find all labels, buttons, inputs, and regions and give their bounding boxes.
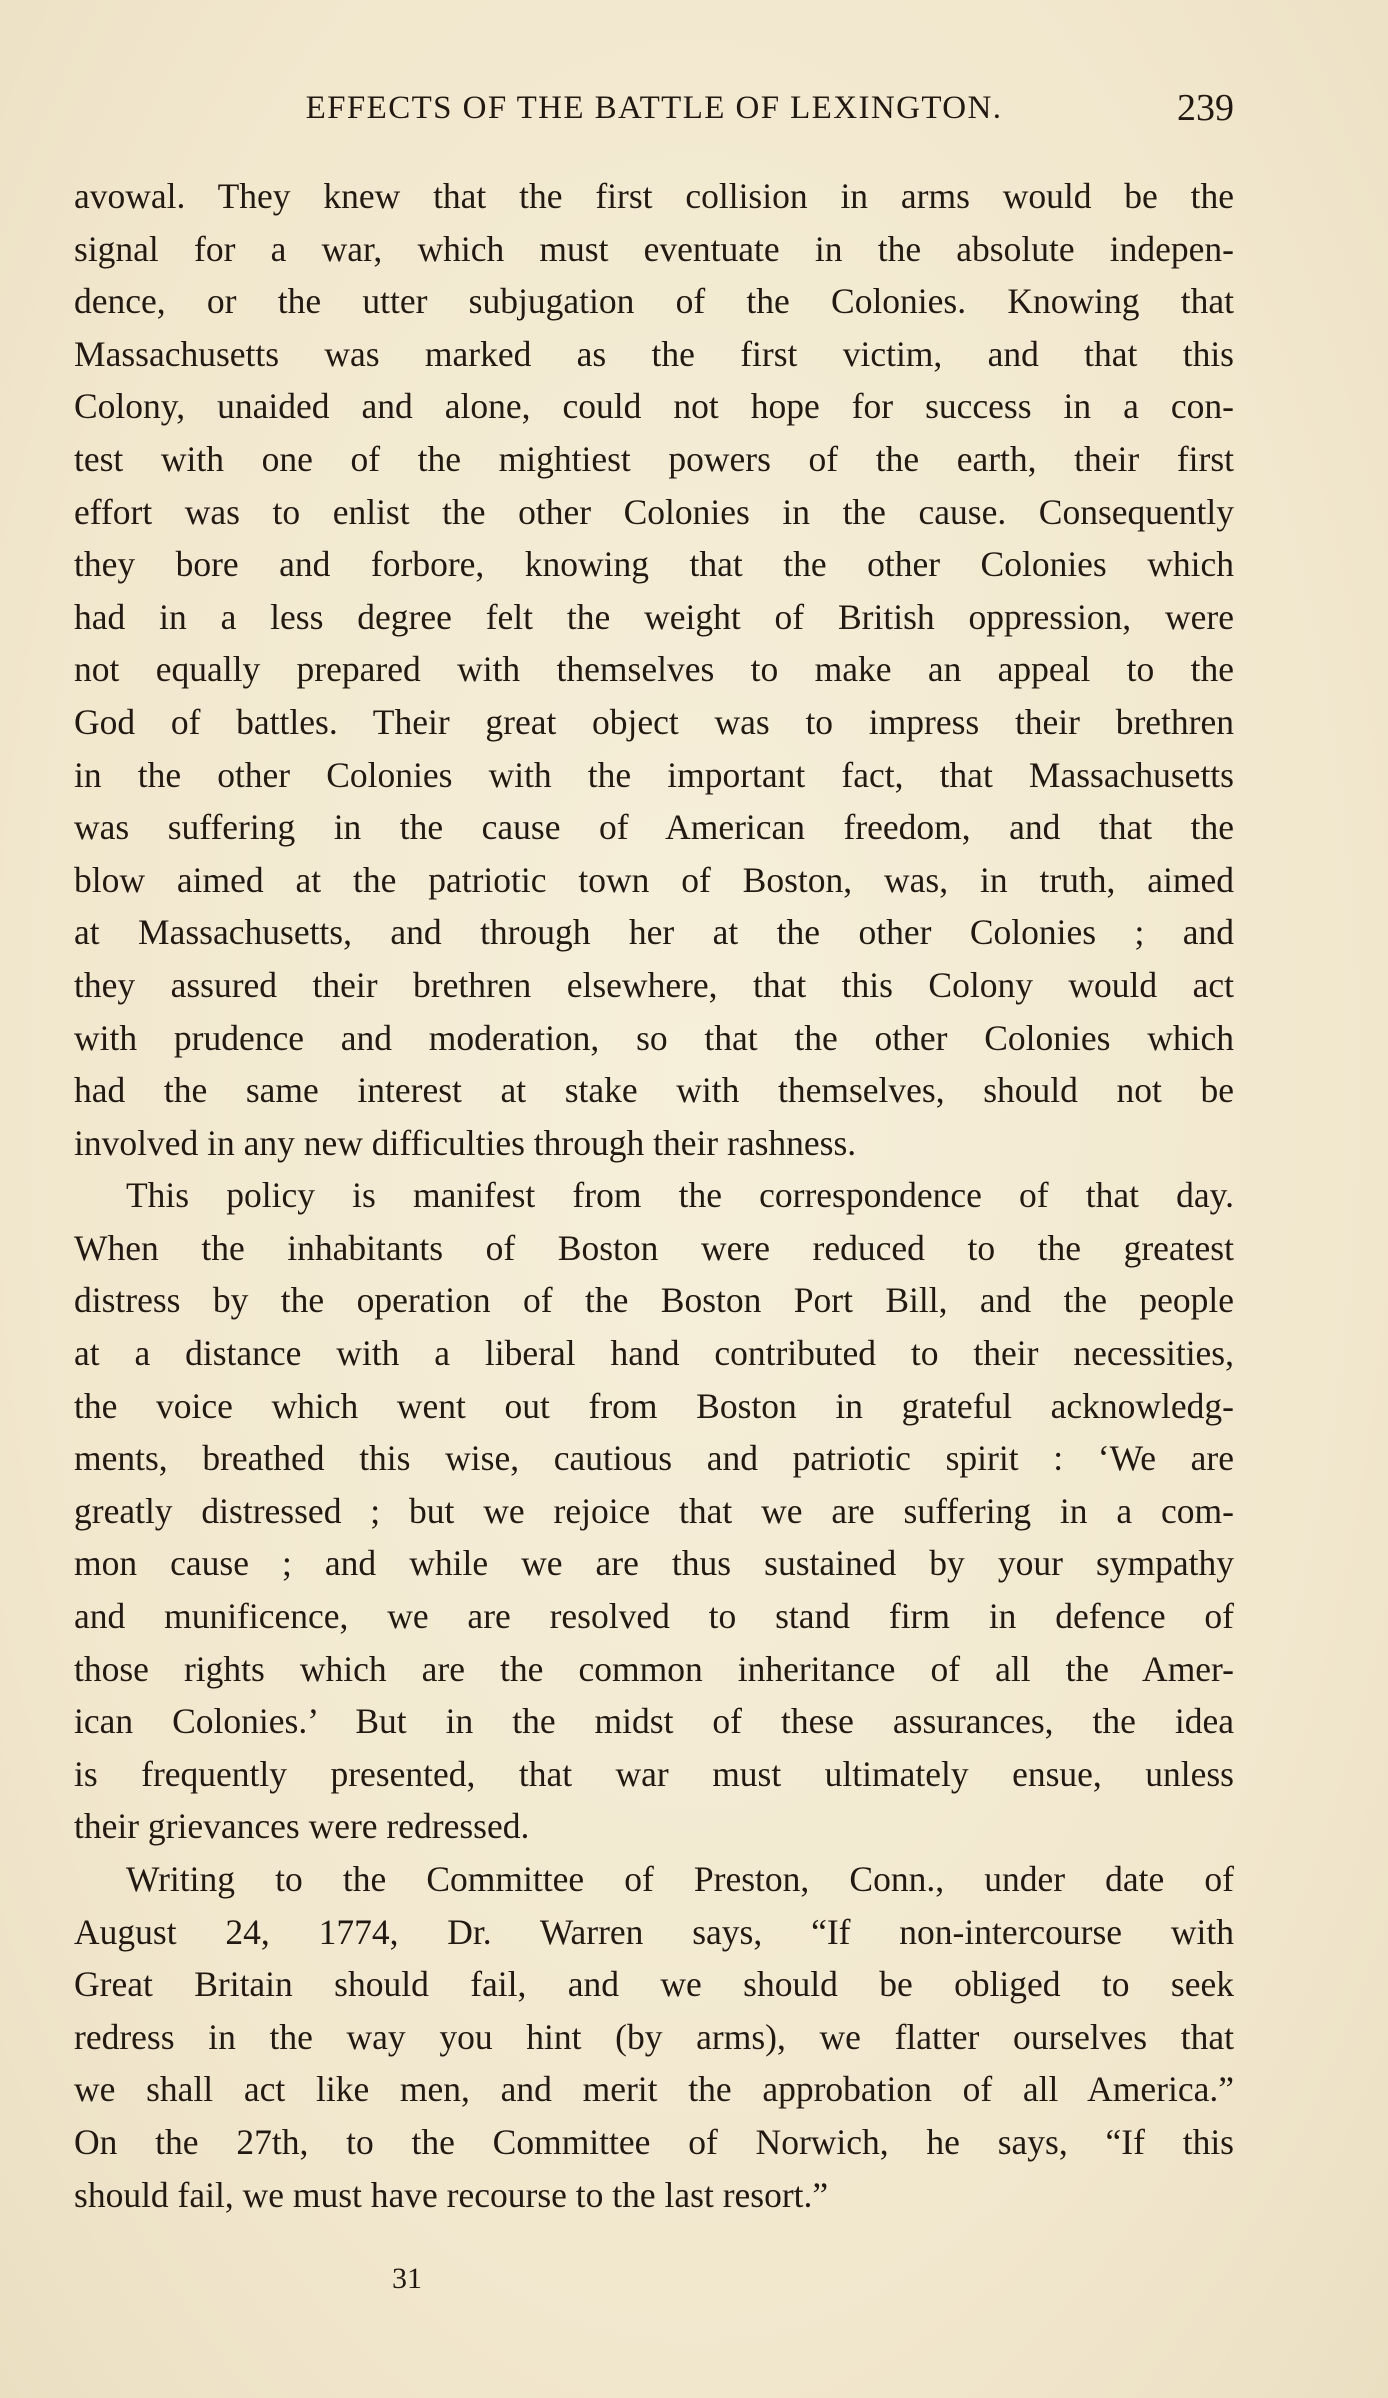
text-line: blow aimed at the patriotic town of Boston, was, in truth, aimed bbox=[74, 859, 1234, 900]
text-line: Writing to the Committee of Preston, Conn., under date of bbox=[126, 1859, 1234, 1899]
text-line: On the 27th, to the Committee of Norwich, he says, “If this bbox=[74, 2121, 1234, 2162]
text-line: not equally prepared with themselves to make an appeal to the bbox=[74, 649, 1234, 690]
text-line: the voice which went out from Boston in grateful acknowledg- bbox=[74, 1385, 1234, 1426]
text-line: This policy is manifest from the correspondence of that day. bbox=[126, 1175, 1234, 1216]
text-line: distress by the operation of the Boston Port Bill, and the people bbox=[74, 1280, 1234, 1321]
text-line: their grievances were redressed. bbox=[74, 1806, 530, 1847]
text-line: signal for a war, which must eventuate in the absolute indepen- bbox=[74, 228, 1234, 269]
text-line: is frequently presented, that war must ultimately ensue, unless bbox=[74, 1753, 1234, 1794]
text-line: they assured their brethren elsewhere, that this Colony would act bbox=[74, 964, 1234, 1005]
signature-mark: 31 bbox=[392, 2262, 422, 2295]
text-line: greatly distressed ; but we rejoice that we are suffering in a com- bbox=[74, 1490, 1234, 1531]
text-line: Great Britain should fail, and we should be obliged to seek bbox=[74, 1964, 1234, 2005]
text-line: When the inhabitants of Boston were reduced to the greatest bbox=[74, 1227, 1234, 1268]
text-line: avowal. They knew that the first collision in arms would be the bbox=[74, 176, 1234, 216]
text-line: God of battles. Their great object was to impress their brethren bbox=[74, 701, 1234, 742]
page-header bbox=[74, 84, 1234, 136]
text-line: effort was to enlist the other Colonies in the cause. Consequently bbox=[74, 491, 1234, 532]
text-line: redress in the way you hint (by arms), we flatter ourselves that bbox=[74, 2016, 1234, 2057]
text-line: had in a less degree felt the weight of British oppression, were bbox=[74, 596, 1234, 637]
text-line: mon cause ; and while we are thus sustained by your sympathy bbox=[74, 1543, 1234, 1584]
text-line: and munificence, we are resolved to stand firm in defence of bbox=[74, 1596, 1234, 1637]
text-line: those rights which are the common inheritance of all the Amer- bbox=[74, 1648, 1234, 1689]
text-line: at a distance with a liberal hand contributed to their necessities, bbox=[74, 1333, 1234, 1374]
text-line: test with one of the mightiest powers of the earth, their first bbox=[74, 438, 1234, 479]
text-line: Colony, unaided and alone, could not hope for success in a con- bbox=[74, 386, 1234, 427]
text-line: involved in any new difficulties through their rashness. bbox=[74, 1122, 857, 1163]
text-line: dence, or the utter subjugation of the Colonies. Knowing that bbox=[74, 281, 1234, 322]
text-line: we shall act like men, and merit the approbation of all America.” bbox=[74, 2069, 1234, 2110]
text-line: should fail, we must have recourse to the last resort.” bbox=[74, 2174, 829, 2215]
text-line: ican Colonies.’ But in the midst of these assurances, the idea bbox=[74, 1701, 1234, 1742]
paragraph-3 bbox=[74, 1853, 1234, 2221]
page-number: 239 bbox=[1177, 87, 1234, 129]
text-line: ments, breathed this wise, cautious and patriotic spirit : ‘We are bbox=[74, 1438, 1234, 1479]
text-line: in the other Colonies with the important fact, that Massachusetts bbox=[74, 754, 1234, 795]
text-line: they bore and forbore, knowing that the other Colonies which bbox=[74, 544, 1234, 585]
text-line: Massachusetts was marked as the first victim, and that this bbox=[74, 333, 1234, 374]
paragraph-1 bbox=[74, 170, 1234, 1169]
text-line: August 24, 1774, Dr. Warren says, “If non-intercourse with bbox=[74, 1911, 1234, 1952]
page-body bbox=[74, 170, 1234, 2221]
text-line: was suffering in the cause of American freedom, and that the bbox=[74, 807, 1234, 848]
running-head: EFFECTS OF THE BATTLE OF LEXINGTON. bbox=[305, 90, 1003, 126]
text-line: with prudence and moderation, so that the other Colonies which bbox=[74, 1017, 1234, 1058]
text-line: had the same interest at stake with themselves, should not be bbox=[74, 1070, 1234, 1111]
paragraph-2 bbox=[74, 1169, 1234, 1853]
text-line: at Massachusetts, and through her at the other Colonies ; and bbox=[74, 912, 1234, 953]
